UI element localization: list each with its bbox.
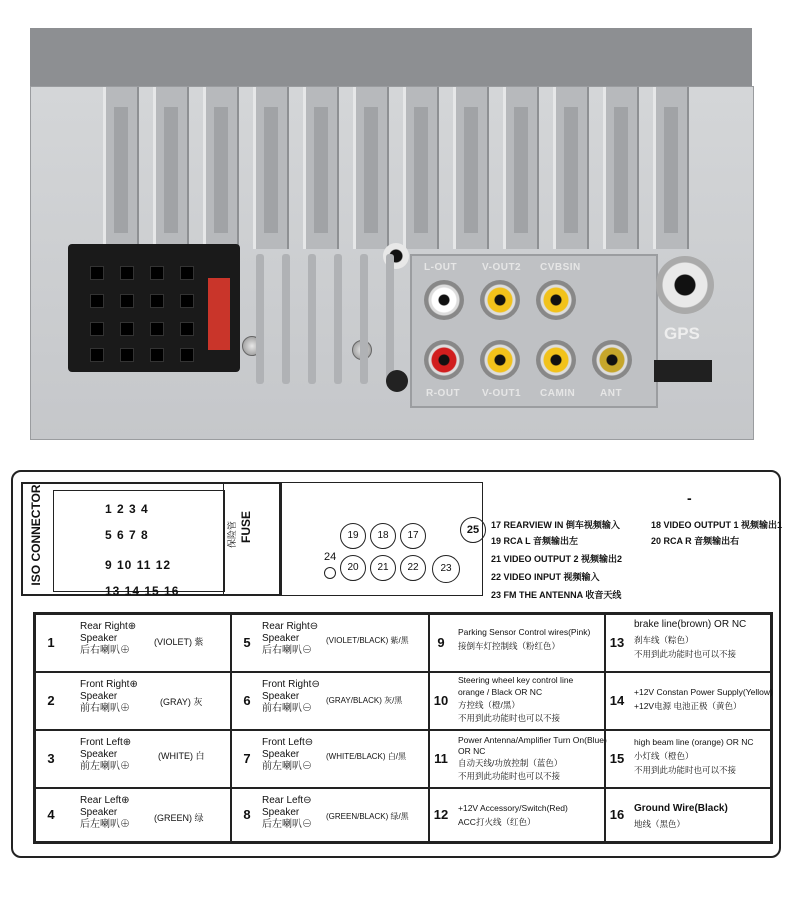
- table-cell: [231, 672, 429, 730]
- pin-desc: Front Right⊕: [80, 679, 138, 690]
- pin-desc: Front Right⊖: [262, 679, 320, 690]
- wire-color: (VIOLET) 紫: [154, 637, 204, 647]
- fuse-diagram: [223, 484, 282, 594]
- heatsink-fin: [103, 87, 139, 249]
- rca-jack-yellow: [480, 280, 520, 320]
- table-cell: [605, 730, 771, 788]
- table-cell: [231, 788, 429, 842]
- pin-desc: 刹车线（粽色）: [634, 635, 694, 645]
- rca-label: 24: [324, 551, 337, 563]
- legend-item: 17 REARVIEW IN 倒车视频输入: [491, 520, 620, 530]
- heatsink-fin: [403, 87, 439, 249]
- heatsink-fin: [503, 87, 539, 249]
- legend-item: 22 VIDEO INPUT 视频输入: [491, 572, 600, 582]
- table-cell: [605, 788, 771, 842]
- pin-desc: Speaker: [262, 807, 300, 818]
- pin-desc: 前左喇叭⊖: [262, 761, 312, 772]
- pin-number: 12: [433, 807, 449, 822]
- pin-desc: 不用到此功能时也可以不接: [458, 713, 561, 723]
- pin-desc: 接倒车灯控制线（粉红色）: [458, 641, 561, 651]
- rca-circle: 25: [460, 517, 486, 543]
- table-cell: [231, 730, 429, 788]
- av-label-vout1: V-OUT1: [482, 388, 522, 399]
- rca-circle: 21: [370, 555, 396, 581]
- wire-color: (GREEN/BLACK) 绿/黑: [326, 812, 409, 821]
- pin-number: 10: [433, 693, 449, 708]
- pin-desc: 后左喇叭⊖: [262, 819, 312, 830]
- pin-desc: Speaker: [80, 749, 118, 760]
- pin-number: 3: [47, 751, 55, 766]
- rca-jack-yellow: [480, 340, 520, 380]
- heatsink-fin: [453, 87, 489, 249]
- usb-slot: [654, 360, 712, 382]
- heatsink-fin: [653, 87, 689, 249]
- pin-row: 9 10 11 12: [105, 558, 172, 572]
- pin-number: 16: [609, 807, 625, 822]
- pin-desc: Speaker: [262, 749, 300, 760]
- heatsink-fin: [153, 87, 189, 249]
- pin-desc: Front Left⊖: [262, 737, 314, 748]
- av-label-cvbsin: CVBSIN: [540, 262, 581, 273]
- gps-label: GPS: [664, 324, 700, 343]
- rca-circle: 23: [432, 555, 460, 583]
- rca-circle: 20: [340, 555, 366, 581]
- pin-number: 2: [47, 693, 55, 708]
- pin-desc: Parking Sensor Control wires(Pink): [458, 627, 591, 637]
- table-cell: [429, 614, 605, 672]
- pin-desc: Front Left⊕: [80, 737, 132, 748]
- pin-desc: 后左喇叭⊕: [80, 819, 130, 830]
- pin-desc: 不用到此功能时也可以不接: [458, 771, 561, 781]
- wire-color: (GREEN) 绿: [154, 813, 204, 823]
- wire-color: (WHITE/BLACK) 白/黑: [326, 752, 407, 761]
- table-cell: [429, 788, 605, 842]
- pin-row: 13 14 15 16: [105, 584, 180, 598]
- pin-number: 11: [434, 751, 448, 766]
- rca-jack-yellow: [536, 280, 576, 320]
- pin-number: 14: [609, 693, 625, 708]
- pin-desc: OR NC: [458, 746, 486, 756]
- av-label-rout: R-OUT: [426, 388, 461, 399]
- table-cell: [429, 672, 605, 730]
- pin-desc: brake line(brown) OR NC: [634, 619, 747, 630]
- legend-item: 18 VIDEO OUTPUT 1 视频输出1: [651, 520, 783, 530]
- wire-color: (WHITE) 白: [158, 751, 205, 761]
- table-cell: [35, 730, 231, 788]
- pin-number: 15: [609, 751, 625, 766]
- iso-connector-title: ISO CONNECTOR: [29, 484, 43, 586]
- gps-antenna-port: [656, 256, 714, 314]
- pin-desc: 前左喇叭⊕: [80, 761, 130, 772]
- button-hole: [386, 370, 408, 392]
- pin-desc: 前右喇叭⊕: [80, 703, 130, 714]
- table-cell: [429, 730, 605, 788]
- fuse-label: FUSE: [239, 510, 254, 544]
- vent-grille: [252, 254, 402, 384]
- wire-color: (GRAY/BLACK) 灰/黑: [326, 696, 403, 705]
- rca-diagram: [281, 482, 483, 596]
- pin-desc: Speaker: [80, 633, 118, 644]
- table-cell: [35, 788, 231, 842]
- iso-connector-diagram: [21, 482, 281, 596]
- legend-item: 19 RCA L 音频输出左: [491, 536, 579, 546]
- rca-small-circle: [324, 567, 336, 579]
- heatsink-fin: [603, 87, 639, 249]
- table-cell: [605, 672, 771, 730]
- wiring-diagram: [11, 470, 781, 858]
- pin-desc: 方控线（橙/黑）: [458, 700, 520, 710]
- table-cell: [35, 614, 231, 672]
- pin-desc: orange / Black OR NC: [458, 687, 543, 697]
- table-cell: [605, 614, 771, 672]
- pin-desc: Speaker: [80, 807, 118, 818]
- pin-desc: Ground Wire(Black): [634, 803, 728, 814]
- pin-desc: Rear Left⊕: [80, 795, 130, 806]
- legend-item: 20 RCA R 音频输出右: [651, 536, 740, 546]
- fuse: [208, 278, 230, 350]
- pin-number: 1: [47, 635, 55, 650]
- pin-row: 5 6 7 8: [105, 528, 149, 542]
- rca-jack-white: [424, 280, 464, 320]
- pin-desc: 小灯线（橙色）: [634, 751, 694, 761]
- pin-desc: Rear Right⊖: [262, 621, 319, 632]
- pin-desc: Power Antenna/Amplifier Turn On(Blue): [458, 735, 607, 745]
- rca-jack-red: [424, 340, 464, 380]
- table-cell: [35, 672, 231, 730]
- pin-number: 7: [243, 751, 251, 766]
- pin-desc: Steering wheel key control line: [458, 675, 574, 685]
- wire-color: (GRAY) 灰: [160, 697, 203, 707]
- pin-desc: +12V Constan Power Supply(Yellow): [634, 687, 773, 697]
- pin-number: 13: [609, 635, 625, 650]
- pin-desc: +12V电源 电池正极（黄色）: [634, 701, 742, 711]
- dash-mark: -: [687, 490, 692, 506]
- pin-desc: +12V Accessory/Switch(Red): [458, 803, 568, 813]
- car-stereo-rear-photo: [30, 28, 752, 440]
- pin-table: [33, 612, 773, 844]
- av-label-vout2: V-OUT2: [482, 262, 522, 273]
- pin-desc: Speaker: [80, 691, 118, 702]
- pin-number: 5: [243, 635, 251, 650]
- pin-desc: 不用到此功能时也可以不接: [634, 765, 737, 775]
- heatsink-fin: [303, 87, 339, 249]
- pin-desc: 后右喇叭⊕: [80, 645, 130, 656]
- legend-item: 21 VIDEO OUTPUT 2 视频输出2: [491, 554, 623, 564]
- av-label-lout: L-OUT: [424, 262, 458, 273]
- pin-row: 1 2 3 4: [105, 502, 149, 516]
- table-cell: [231, 614, 429, 672]
- heatsink-fin: [353, 87, 389, 249]
- pin-desc: Rear Left⊖: [262, 795, 312, 806]
- unit-top-cover: [30, 28, 752, 88]
- pin-desc: 地线（黑色）: [634, 819, 686, 829]
- rca-circle: 17: [400, 523, 426, 549]
- pin-desc: 不用到此功能时也可以不接: [634, 649, 737, 659]
- av-label-ant: ANT: [600, 388, 623, 399]
- pin-number: 6: [243, 693, 251, 708]
- pin-desc: Speaker: [262, 691, 300, 702]
- rca-circle: 19: [340, 523, 366, 549]
- pin-number: 9: [437, 635, 445, 650]
- antenna-jack: [592, 340, 632, 380]
- av-connector-panel: [410, 254, 658, 408]
- pin-number: 8: [243, 807, 251, 822]
- pin-desc: ACC打火线（红色）: [458, 817, 536, 827]
- pin-desc: high beam line (orange) OR NC: [634, 737, 754, 747]
- heatsink-fin: [553, 87, 589, 249]
- av-label-camin: CAMIN: [540, 388, 576, 399]
- wire-color: (VIOLET/BLACK) 紫/黑: [326, 636, 409, 645]
- legend-item: 23 FM THE ANTENNA 收音天线: [491, 590, 622, 600]
- pin-desc: Rear Right⊕: [80, 621, 137, 632]
- pin-number: 4: [47, 807, 55, 822]
- rca-circle: 22: [400, 555, 426, 581]
- pin-desc: 前右喇叭⊖: [262, 703, 312, 714]
- heatsink-fin: [203, 87, 239, 249]
- rca-jack-yellow: [536, 340, 576, 380]
- pin-desc: 自动天线/功放控制（蓝色）: [458, 758, 563, 768]
- heatsink-fin: [253, 87, 289, 249]
- pin-desc: Speaker: [262, 633, 300, 644]
- pin-desc: 后右喇叭⊖: [262, 645, 312, 656]
- fuse-cn-label: 保险管: [227, 520, 238, 549]
- rca-circle: 18: [370, 523, 396, 549]
